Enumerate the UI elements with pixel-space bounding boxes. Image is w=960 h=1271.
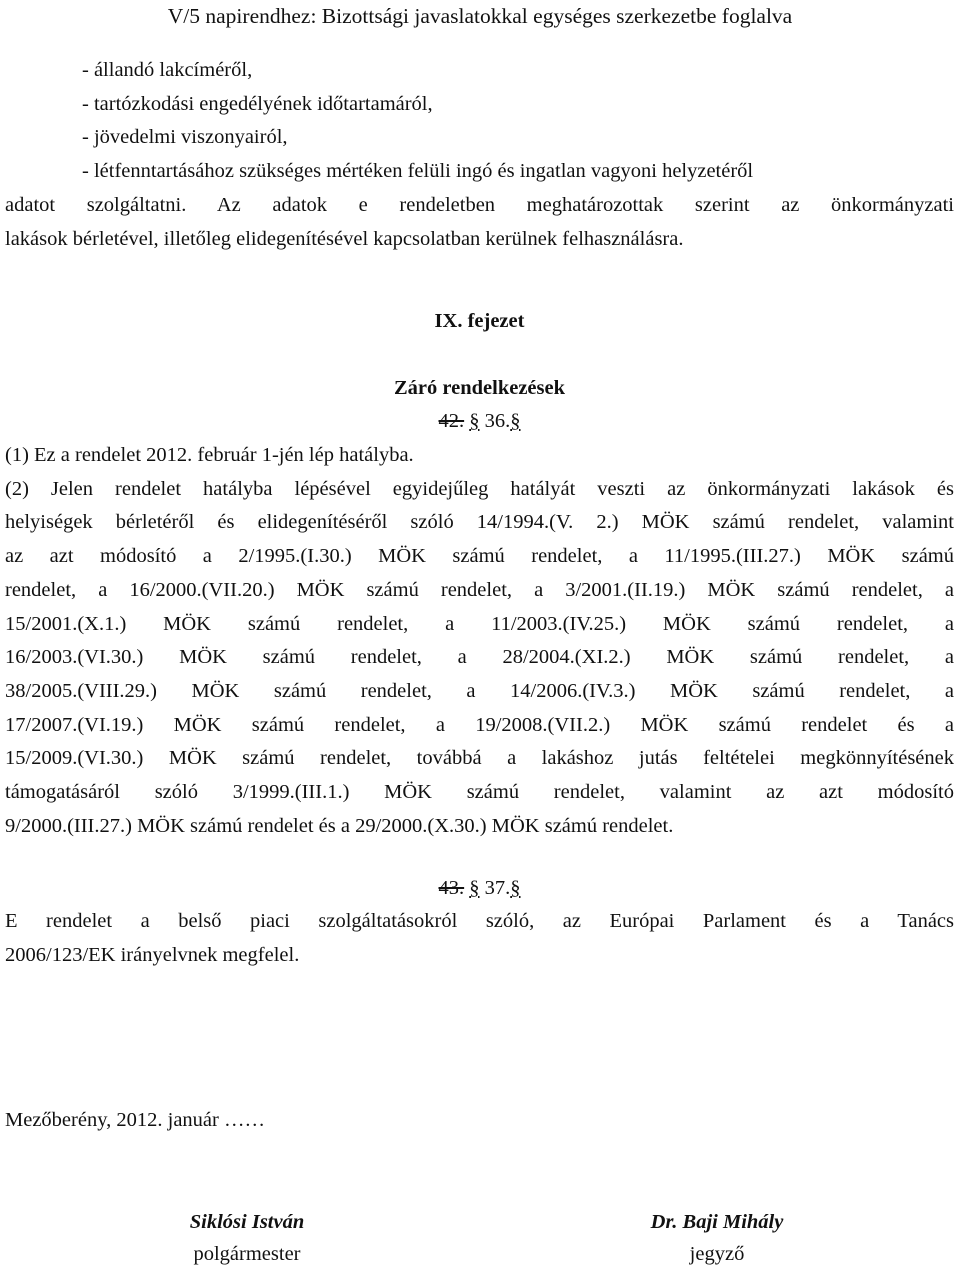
page-header: V/5 napirendhez: Bizottsági javaslatokkal egységes szerkezetbe foglalva (167, 4, 793, 28)
section-number: 36. (484, 410, 511, 432)
paragraph-line: az azt módosító a 2/1995.(I.30.) MÖK számú rendelet, a 11/1995.(III.27.) MÖK számú (5, 545, 954, 568)
signature-right (582, 1206, 852, 1270)
paragraph-line: 9/2000.(III.27.) MÖK számú rendelet és a 29/2000.(X.30.) MÖK számú rendelet. (5, 814, 674, 837)
section-36-body (5, 439, 954, 843)
paragraph-line: (2) Jelen rendelet hatályba lépésével egyidejűleg hatályát veszti az önkormányzati lakások és (5, 477, 954, 500)
deleted-section-number: 42. (438, 410, 465, 432)
intro-paragraph (5, 189, 954, 256)
list-item: - állandó lakcíméről, (82, 59, 253, 81)
signature-left (112, 1206, 382, 1270)
paragraph-line: rendelet, a 16/2000.(VII.20.) MÖK számú rendelet, a 3/2001.(II.19.) MÖK számú rendelet, a (5, 578, 954, 601)
paragraph-line: 15/2001.(X.1.) MÖK számú rendelet, a 11/2003.(IV.25.) MÖK számú rendelet, a (5, 612, 954, 635)
section-sign: § (510, 410, 521, 432)
deleted-section-sign: § (469, 410, 480, 432)
paragraph-1: (1) Ez a rendelet 2012. február 1-jén lép hatályba. (5, 444, 414, 466)
section-number: 37. (484, 877, 511, 899)
place-date: Mezőberény, 2012. január …… (5, 1109, 265, 1131)
paragraph-line: adatot szolgáltatni. Az adatok e rendeletben meghatározottak szerint az önkormányzati (5, 194, 954, 216)
section-heading-37 (5, 872, 954, 906)
section-37-body (5, 905, 954, 972)
section-sign: § (510, 877, 521, 899)
list-item: - jövedelmi viszonyairól, (82, 126, 288, 149)
signatory-role: polgármester (193, 1243, 301, 1265)
paragraph-line: helyiségek bérletéről és elidegenítéséről szóló 14/1994.(V. 2.) MÖK számú rendelet, valamint (5, 511, 954, 534)
paragraph-line: támogatásáról szóló 3/1999.(III.1.) MÖK számú rendelet, valamint az azt módosító (5, 781, 954, 804)
signatory-name: Siklósi István (189, 1211, 305, 1233)
list-item: - tartózkodási engedélyének időtartamáról, (82, 92, 433, 115)
paragraph-line: 38/2005.(VIII.29.) MÖK számú rendelet, a 14/2006.(IV.3.) MÖK számú rendelet, a (5, 679, 954, 702)
list-item: - létfenntartásához szükséges mértéken felüli ingó és ingatlan vagyoni helyzetéről (82, 160, 754, 183)
deleted-section-number: 43. (438, 877, 465, 899)
paragraph-line: E rendelet a belső piaci szolgáltatásokról szóló, az Európai Parlament és a Tanács (5, 910, 954, 932)
paragraph-line: 17/2007.(VI.19.) MÖK számú rendelet, a 19/2008.(VII.2.) MÖK számú rendelet és a (5, 713, 954, 736)
section-heading-36 (5, 405, 954, 439)
deleted-section-sign: § (469, 877, 480, 899)
signatory-name: Dr. Baji Mihály (650, 1211, 784, 1233)
paragraph-line: lakások bérletével, illetőleg elidegenítésével kapcsolatban kerülnek felhasználásra. (5, 227, 684, 250)
paragraph-line: 15/2009.(VI.30.) MÖK számú rendelet, továbbá a lakáshoz jutás feltételei megkönnyítésének (5, 747, 954, 770)
chapter-title: Záró rendelkezések (394, 377, 565, 399)
paragraph-line: 16/2003.(VI.30.) MÖK számú rendelet, a 28/2004.(XI.2.) MÖK számú rendelet, a (5, 646, 954, 669)
signatory-role: jegyző (689, 1243, 745, 1265)
data-list (5, 54, 954, 189)
paragraph-line: 2006/123/EK irányelvnek megfelel. (5, 943, 300, 966)
chapter-number: IX. fejezet (434, 310, 525, 332)
